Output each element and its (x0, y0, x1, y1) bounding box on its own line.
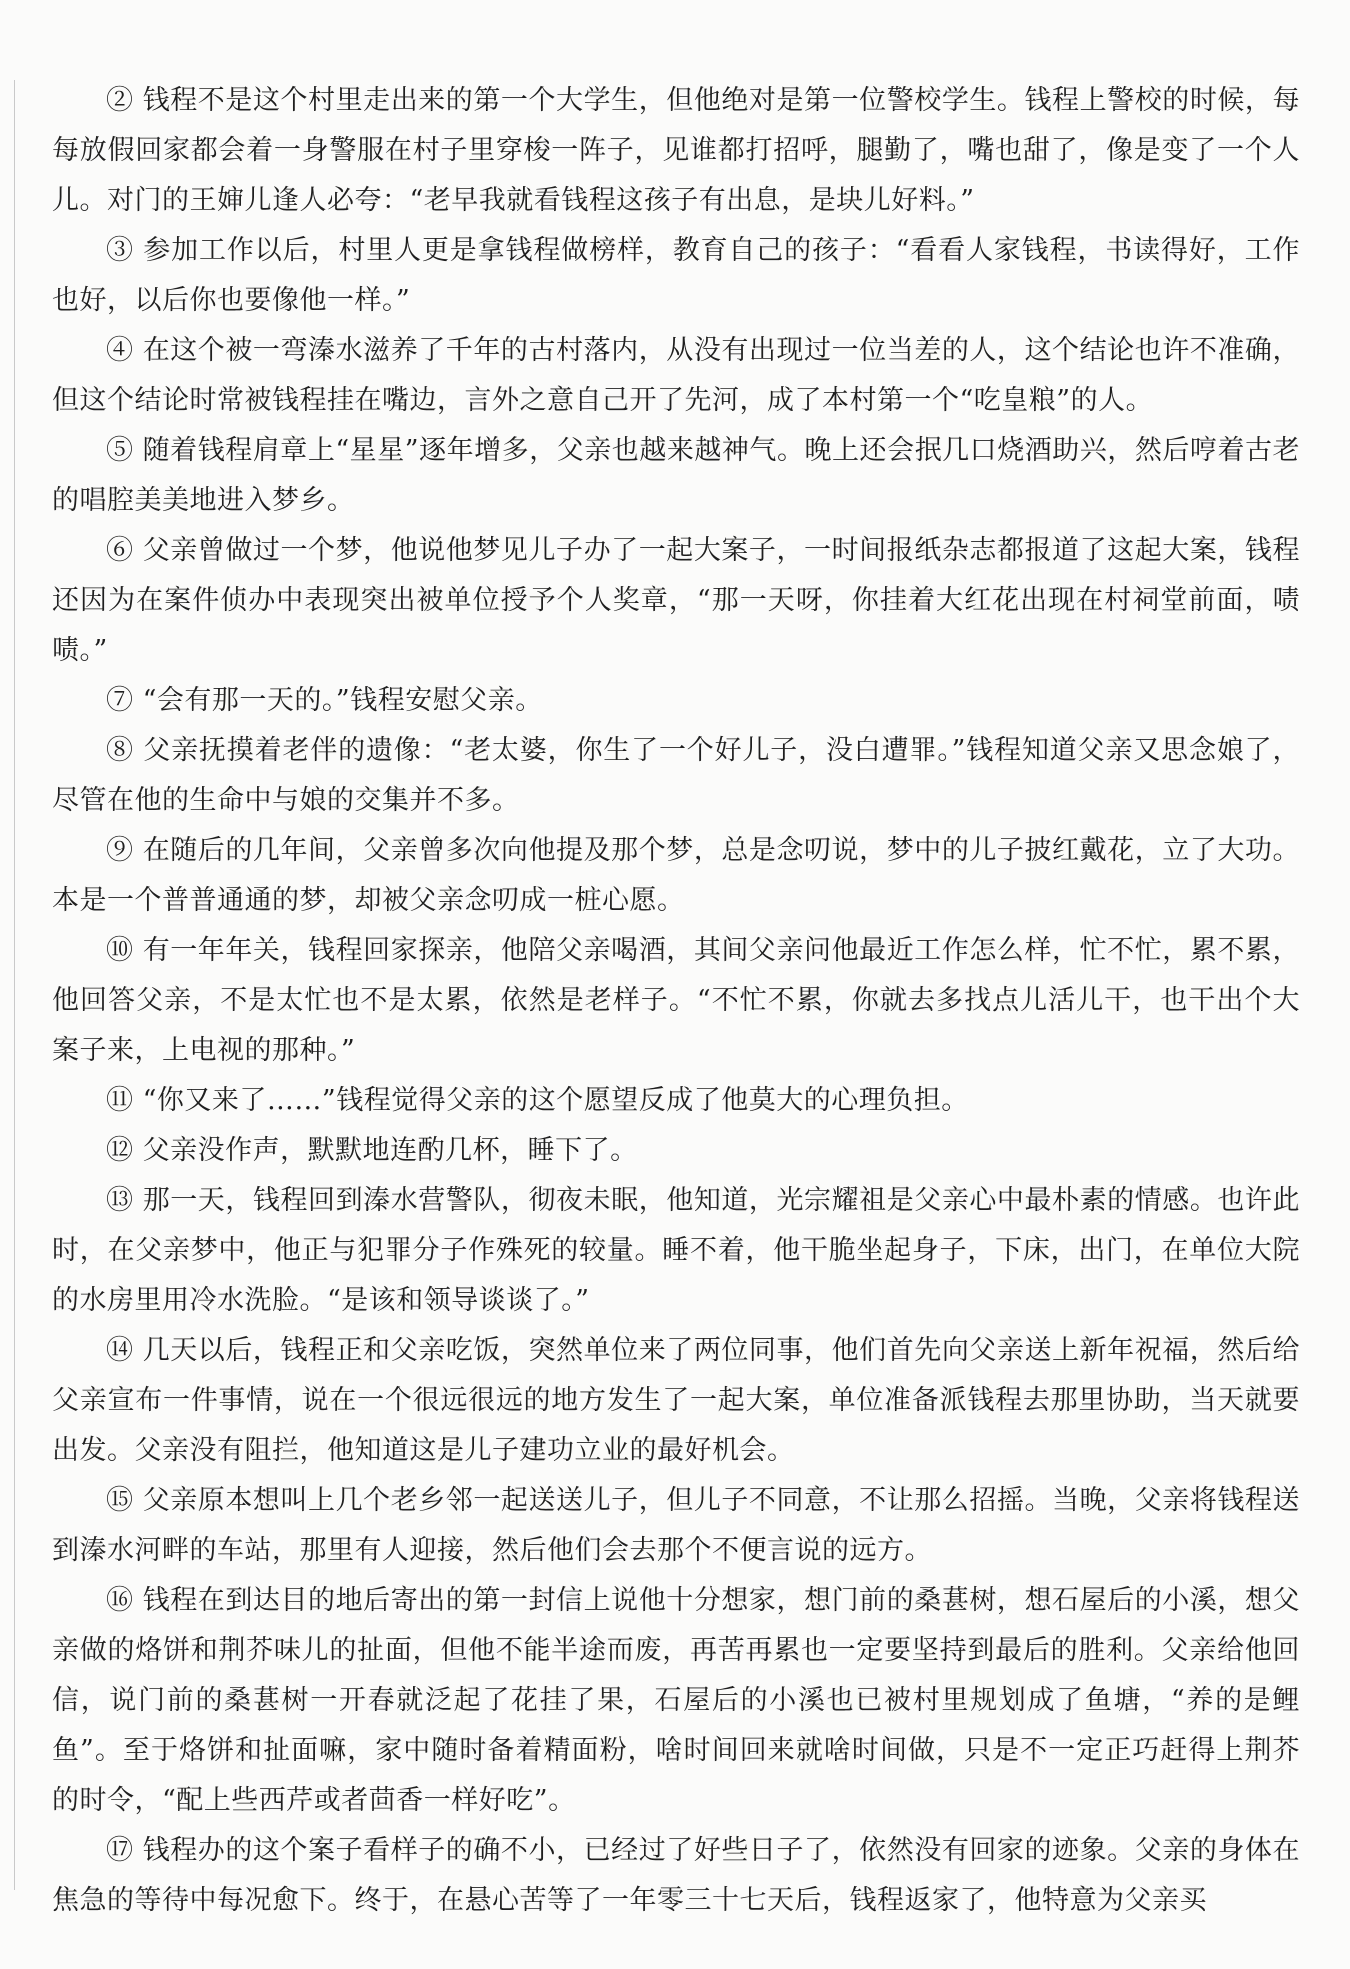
paragraph-8: ⑧ 父亲抚摸着老伴的遗像：“老太婆，你生了一个好儿子，没白遭罪。”钱程知道父亲又思念娘了，尽管在他的生命中与娘的交集并不多。 (52, 735, 1300, 816)
left-margin-line (14, 80, 15, 1890)
paragraph-12: ⑫ 父亲没作声，默默地连酌几杯，睡下了。 (106, 1135, 638, 1166)
paragraph-5: ⑤ 随着钱程肩章上“星星”逐年增多，父亲也越来越神气。晚上还会抿几口烧酒助兴，然后哼着古老的唱腔美美地进入梦乡。 (52, 435, 1300, 516)
paragraph-4: ④ 在这个被一弯溱水滋养了千年的古村落内，从没有出现过一位当差的人，这个结论也许不准确，但这个结论时常被钱程挂在嘴边，言外之意自己开了先河，成了本村第一个“吃皇粮”的人。 (52, 335, 1300, 416)
paragraph-10: ⑩ 有一年年关，钱程回家探亲，他陪父亲喝酒，其间父亲问他最近工作怎么样，忙不忙，累不累，他回答父亲，不是太忙也不是太累，依然是老样子。“不忙不累，你就去多找点儿活儿干，也干出个大案子来，上电视的那种。” (52, 935, 1300, 1066)
article-body (52, 76, 1300, 1926)
paragraph-15: ⑮ 父亲原本想叫上几个老乡邻一起送送儿子，但儿子不同意，不让那么招摇。当晚，父亲将钱程送到溱水河畔的车站，那里有人迎接，然后他们会去那个不便言说的远方。 (52, 1485, 1300, 1566)
paragraph-2: ② 钱程不是这个村里走出来的第一个大学生，但他绝对是第一位警校学生。钱程上警校的时候，每每放假回家都会着一身警服在村子里穿梭一阵子，见谁都打招呼，腿勤了，嘴也甜了，像是变了一个人儿。对门的王婶儿逢人必夸：“老早我就看钱程这孩子有出息，是块儿好料。” (52, 85, 1300, 216)
paragraph-14: ⑭ 几天以后，钱程正和父亲吃饭，突然单位来了两位同事，他们首先向父亲送上新年祝福，然后给父亲宣布一件事情，说在一个很远很远的地方发生了一起大案，单位准备派钱程去那里协助，当天就要出发。父亲没有阻拦，他知道这是儿子建功立业的最好机会。 (52, 1335, 1300, 1466)
paragraph-17: ⑰ 钱程办的这个案子看样子的确不小，已经过了好些日子了，依然没有回家的迹象。父亲的身体在焦急的等待中每况愈下。终于，在悬心苦等了一年零三十七天后，钱程返家了，他特意为父亲买 (52, 1835, 1300, 1916)
paragraph-13: ⑬ 那一天，钱程回到溱水营警队，彻夜未眠，他知道，光宗耀祖是父亲心中最朴素的情感。也许此时，在父亲梦中，他正与犯罪分子作殊死的较量。睡不着，他干脆坐起身子，下床，出门，在单位大院的水房里用冷水洗脸。“是该和领导谈谈了。” (52, 1185, 1300, 1316)
paragraph-16: ⑯ 钱程在到达目的地后寄出的第一封信上说他十分想家，想门前的桑葚树，想石屋后的小溪，想父亲做的烙饼和荆芥味儿的扯面，但他不能半途而废，再苦再累也一定要坚持到最后的胜利。父亲给他回信，说门前的桑葚树一开春就泛起了花挂了果，石屋后的小溪也已被村里规划成了鱼塘，“养的是鲤鱼”。至于烙饼和扯面嘛，家中随时备着精面粉，啥时间回来就啥时间做，只是不一定正巧赶得上荆芥的时令，“配上些西芹或者茴香一样好吃”。 (52, 1585, 1300, 1816)
paragraph-11: ⑪ “你又来了……”钱程觉得父亲的这个愿望反成了他莫大的心理负担。 (106, 1085, 969, 1116)
paragraph-6: ⑥ 父亲曾做过一个梦，他说他梦见儿子办了一起大案子，一时间报纸杂志都报道了这起大案，钱程还因为在案件侦办中表现突出被单位授予个人奖章，“那一天呀，你挂着大红花出现在村祠堂前面，啧啧。” (52, 535, 1300, 666)
paragraph-7: ⑦ “会有那一天的。”钱程安慰父亲。 (106, 685, 543, 716)
paragraph-9: ⑨ 在随后的几年间，父亲曾多次向他提及那个梦，总是念叨说，梦中的儿子披红戴花，立了大功。本是一个普普通通的梦，却被父亲念叨成一桩心愿。 (52, 835, 1300, 916)
paragraph-3: ③ 参加工作以后，村里人更是拿钱程做榜样，教育自己的孩子：“看看人家钱程，书读得好，工作也好，以后你也要像他一样。” (52, 235, 1300, 316)
